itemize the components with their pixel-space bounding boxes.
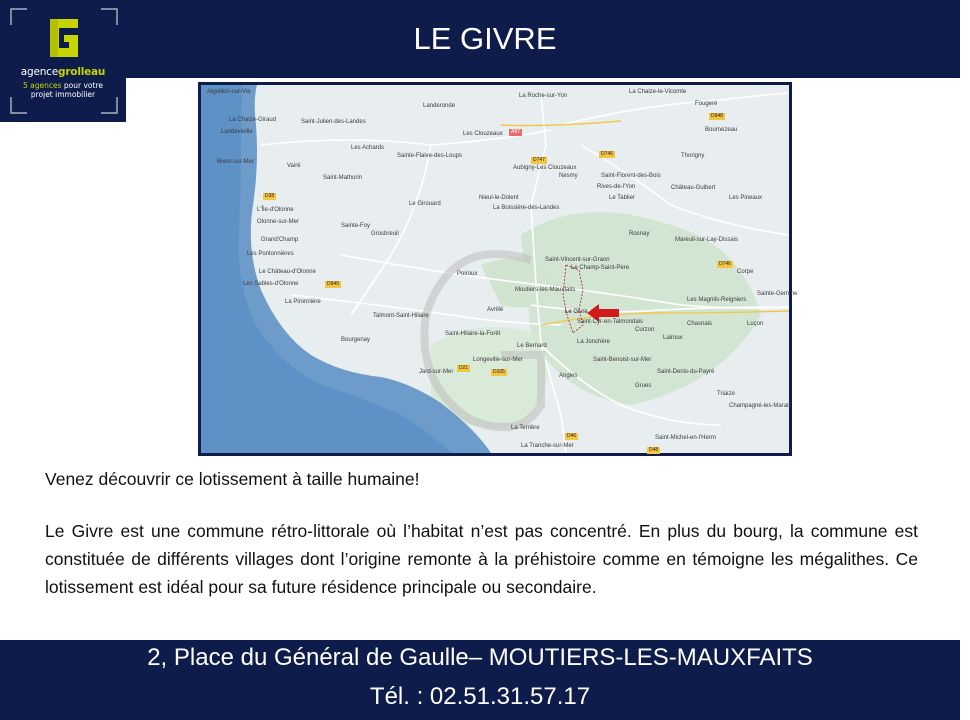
map-town-label: Curzon (635, 327, 655, 333)
map-town-label: Talmont-Saint-Hilaire (373, 313, 429, 319)
map-town-label: Château-Guibert (671, 185, 716, 191)
map-town-label: Saint-Benoist-sur-Mer (593, 357, 652, 363)
map-town-label: Rives-de-l'Yon (597, 184, 636, 190)
map-town-label: Brem-sur-Mer (217, 159, 254, 165)
map-town-label: Bournezeau (705, 127, 738, 133)
map-town-label: Rosnay (629, 231, 650, 237)
map-town-label: Nieul-le-Dolent (479, 195, 519, 201)
map-town-label: Les Magnils-Reigniers (687, 297, 747, 303)
map-town-label: Nesmy (559, 173, 578, 179)
page-title: LE GIVRE (413, 21, 557, 56)
map-town-label: Chasnais (687, 321, 713, 327)
description-text: Le Givre est une commune rétro-littorale où l’habitat n’est pas concentré. En plus du bourg, la commune est constituée de différents villages dont l’origine remonte à la préhistoire comme en témoigne les mégalithes. Ce lotissement est idéal pour sa future résidence principale ou secondaire. (45, 521, 918, 597)
map-town-label: Sainte-Foy (341, 223, 371, 229)
map-town-label: Aiguillon-sur-Vie (207, 89, 251, 95)
map-town-label: Le Tablier (609, 195, 635, 201)
intro-text: Venez découvrir ce lotissement à taille humaine! (45, 469, 420, 489)
map-town-label: Angles (559, 373, 578, 379)
map-town-label: La Pironnière (285, 299, 321, 305)
map-town-label: Aubigny-Les Clouzeaux (513, 165, 577, 171)
map-town-label: Le Bernard (517, 343, 547, 349)
map-town-label: Triaize (717, 391, 735, 397)
map-town-label: Landevieille (221, 129, 253, 135)
map-road-label: D38 (265, 193, 275, 199)
map-town-label: Saint-Vincent-sur-Graon (545, 257, 610, 263)
agency-address: 2, Place du Général de Gaulle– MOUTIERS-LES-MAUXFAITS (147, 644, 813, 671)
map-marker-label: Le Givre (565, 309, 588, 315)
agency-phone[interactable]: Tél. : 02.51.31.57.17 (369, 683, 591, 710)
map-road-label: D105 (493, 369, 505, 375)
map-town-label: Grues (635, 383, 652, 389)
map-town-label: Le Château-d'Olonne (259, 269, 316, 275)
map-town-label: Le Girouard (409, 201, 441, 207)
map-town-label: Bourgenay (341, 337, 371, 343)
map-town-label: Poiroux (457, 271, 478, 277)
map-town-label: Saint-Mathurin (323, 175, 363, 181)
footer-bar (0, 640, 960, 720)
map-town-label: Sainte-Flaive-des-Loups (397, 153, 463, 159)
map-town-label: Les Clouzeaux (463, 131, 503, 137)
map-town-label: Les Achards (351, 145, 385, 151)
map-town-label: Grosbreuil (371, 231, 399, 237)
map-town-label: Les Pineaux (729, 195, 763, 201)
map-town-label: La Terrière (511, 425, 540, 431)
map-road-label: D46 (567, 433, 577, 439)
map-town-label: Le Champ-Saint-Père (571, 265, 630, 271)
map-town-label: Saint-Denis-du-Payré (657, 369, 715, 375)
map-town-label: Corpe (737, 269, 754, 275)
map-town-label: La Boissière-des-Landes (493, 205, 560, 211)
logo-tagline-1: 5 agences pour votre (23, 81, 103, 90)
map-road-label: D948 (711, 113, 723, 119)
map-town-label: La Jonchère (577, 339, 611, 345)
map-town-label: Vairé (287, 163, 301, 169)
map-town-label: Moutiers-les-Mauxfaits (515, 287, 576, 293)
map-town-label: Saint-Julien-des-Landes (301, 119, 366, 125)
map-town-label: Lairoux (663, 335, 683, 341)
logo-tagline-2: projet immobilier (30, 90, 96, 99)
map-road-label: D949 (327, 281, 339, 287)
map-town-label: L'Île-d'Olonne (257, 207, 294, 213)
map-town-label: Champagné-les-Marais (729, 403, 792, 409)
map-town-label: Landeronde (423, 103, 456, 109)
map-town-label: Fougeré (695, 101, 718, 107)
map-town-label: Jard-sur-Mer (419, 369, 454, 375)
map-road-label: D48 (649, 447, 659, 453)
map-town-label: Mareuil-sur-Lay-Dissais (675, 237, 739, 243)
map-town-label: La Roche-sur-Yon (519, 93, 568, 99)
map-road-label: D746 (719, 261, 731, 267)
map-town-label: Saint-Cyr-en-Talmondais (577, 319, 644, 325)
map-town-label: Avrillé (487, 307, 504, 313)
logo-brand-name: agencegrolleau (20, 66, 106, 78)
map-road-label: D746 (601, 151, 613, 157)
map-town-label: Les Sables-d'Olonne (243, 281, 299, 287)
map-town-label: Les Pontonnières (247, 251, 294, 257)
map-town-label: La Chaize-le-Vicomte (629, 89, 687, 95)
map-town-label: Grand'Champ (261, 237, 299, 243)
map-town-label: Luçon (747, 321, 764, 327)
map-road-label: D21 (459, 365, 469, 371)
map-town-label: Sainte-Gemme (757, 291, 798, 297)
map-town-label: Saint-Florent-des-Bois (601, 173, 661, 179)
map-road-label: D747 (533, 157, 545, 163)
map-town-label: Thorigny (681, 153, 705, 159)
map-town-label: La Chaize-Giraud (229, 117, 277, 123)
location-map[interactable] (198, 82, 798, 456)
map-road-label: A87 (511, 129, 520, 135)
map-town-label: Saint-Michel-en-l'Herm (655, 435, 716, 441)
map-town-label: Saint-Hilaire-la-Forêt (445, 331, 501, 337)
map-town-label: Longeville-sur-Mer (473, 357, 523, 363)
map-town-label: Olonne-sur-Mer (257, 219, 300, 225)
map-town-label: La Tranche-sur-Mer (521, 443, 574, 449)
